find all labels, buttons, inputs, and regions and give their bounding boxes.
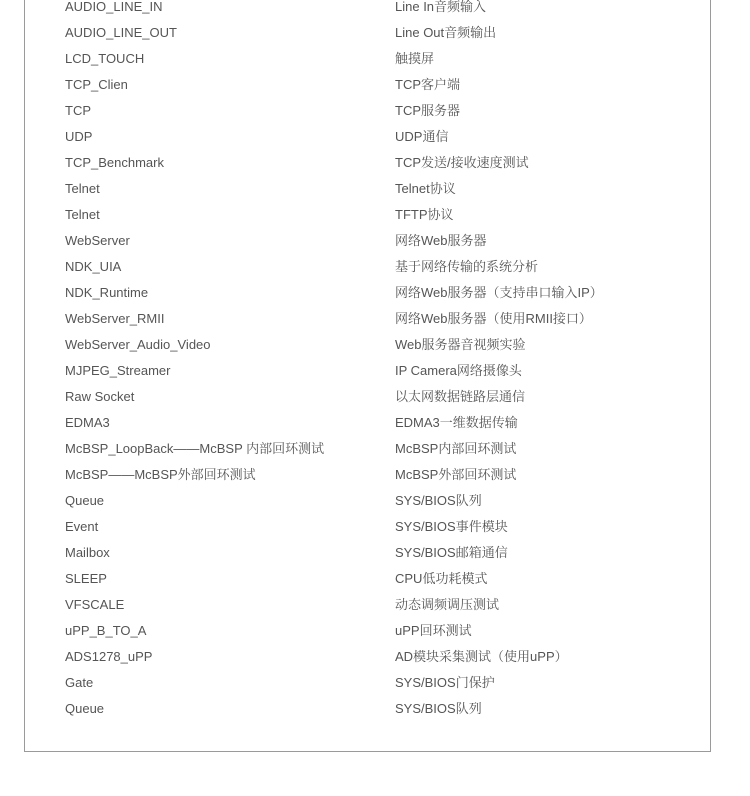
routine-description: UDP通信 (395, 129, 449, 144)
routine-description: 触摸屏 (395, 51, 435, 66)
routine-name: Telnet (65, 207, 100, 222)
table-row (25, 384, 710, 410)
routine-description: AD模块采集测试（使用uPP） (395, 649, 568, 664)
table-row (25, 332, 710, 358)
routine-description: Telnet协议 (395, 181, 456, 196)
routine-name: AUDIO_LINE_OUT (65, 25, 177, 40)
routine-description: SYS/BIOS邮箱通信 (395, 545, 508, 560)
routine-name: McBSP——McBSP外部回环测试 (65, 467, 256, 482)
routine-description: 网络Web服务器 (395, 233, 487, 248)
routine-description: SYS/BIOS门保护 (395, 675, 495, 690)
routine-name: ADS1278_uPP (65, 649, 153, 664)
table-row (25, 358, 710, 384)
table-row (25, 462, 710, 488)
table-row (25, 280, 710, 306)
routine-name: TCP (65, 103, 91, 118)
routine-name: AUDIO_LINE_IN (65, 0, 163, 14)
routine-description: Line Out音频输出 (395, 25, 497, 40)
table-row (25, 0, 710, 20)
table-row (25, 670, 710, 696)
routine-name: NDK_UIA (65, 259, 122, 274)
routine-description: 以太网数据链路层通信 (395, 389, 526, 404)
routine-description: uPP回环测试 (395, 623, 472, 638)
routine-description: 基于网络传输的系统分析 (395, 259, 539, 274)
routine-description: TCP客户端 (395, 77, 461, 92)
table-row (25, 618, 710, 644)
routine-name: Queue (65, 701, 105, 716)
table-row (25, 202, 710, 228)
table-row (25, 592, 710, 618)
routine-description: SYS/BIOS队列 (395, 493, 482, 508)
table-row (25, 228, 710, 254)
routine-name: Event (65, 519, 99, 534)
table-row (25, 150, 710, 176)
routine-description: SYS/BIOS队列 (395, 701, 482, 716)
routine-description: McBSP内部回环测试 (395, 441, 517, 456)
routine-name: WebServer_RMII (65, 311, 165, 326)
table-rows (25, 0, 710, 722)
table-row (25, 436, 710, 462)
routine-name: Telnet (65, 181, 100, 196)
routine-name: LCD_TOUCH (65, 51, 145, 66)
routine-description: TFTP协议 (395, 207, 454, 222)
routine-description: TCP发送/接收速度测试 (395, 155, 529, 170)
table-row (25, 72, 710, 98)
table-row (25, 254, 710, 280)
routine-description: IP Camera网络摄像头 (395, 363, 522, 378)
routine-name: Raw Socket (65, 389, 135, 404)
routine-name: MJPEG_Streamer (65, 363, 171, 378)
table-row (25, 306, 710, 332)
routine-description: 网络Web服务器（使用RMII接口） (395, 311, 592, 326)
routine-name: Queue (65, 493, 105, 508)
routine-description: McBSP外部回环测试 (395, 467, 517, 482)
routine-description: CPU低功耗模式 (395, 571, 488, 586)
routine-description: Line In音频输入 (395, 0, 487, 14)
table-row (25, 46, 710, 72)
routine-name: TCP_Benchmark (65, 155, 164, 170)
routine-name: VFSCALE (65, 597, 125, 612)
table-row (25, 514, 710, 540)
table-row (25, 696, 710, 722)
table-row (25, 410, 710, 436)
routine-description: TCP服务器 (395, 103, 461, 118)
routine-name: Gate (65, 675, 94, 690)
routine-name: McBSP_LoopBack——McBSP 内部回环测试 (65, 441, 325, 456)
table-row (25, 124, 710, 150)
routine-name: WebServer_Audio_Video (65, 337, 211, 352)
routine-description: 动态调频调压测试 (395, 597, 500, 612)
routine-name: UDP (65, 129, 93, 144)
routine-description: Web服务器音视频实验 (395, 337, 526, 352)
table-row (25, 98, 710, 124)
routine-name: uPP_B_TO_A (65, 623, 147, 638)
table-row (25, 488, 710, 514)
routine-name: NDK_Runtime (65, 285, 149, 300)
table-row (25, 20, 710, 46)
routine-name: EDMA3 (65, 415, 110, 430)
table-row (25, 566, 710, 592)
routine-name: TCP_Clien (65, 77, 128, 92)
routine-description: SYS/BIOS事件模块 (395, 519, 508, 534)
routine-name: WebServer (65, 233, 130, 248)
routine-name: SLEEP (65, 571, 107, 586)
routine-description: EDMA3一维数据传输 (395, 415, 518, 430)
table-row (25, 176, 710, 202)
routine-description: 网络Web服务器（支持串口输入IP） (395, 285, 603, 300)
routine-table (24, 0, 711, 752)
routine-name: Mailbox (65, 545, 110, 560)
table-row (25, 644, 710, 670)
table-row (25, 540, 710, 566)
